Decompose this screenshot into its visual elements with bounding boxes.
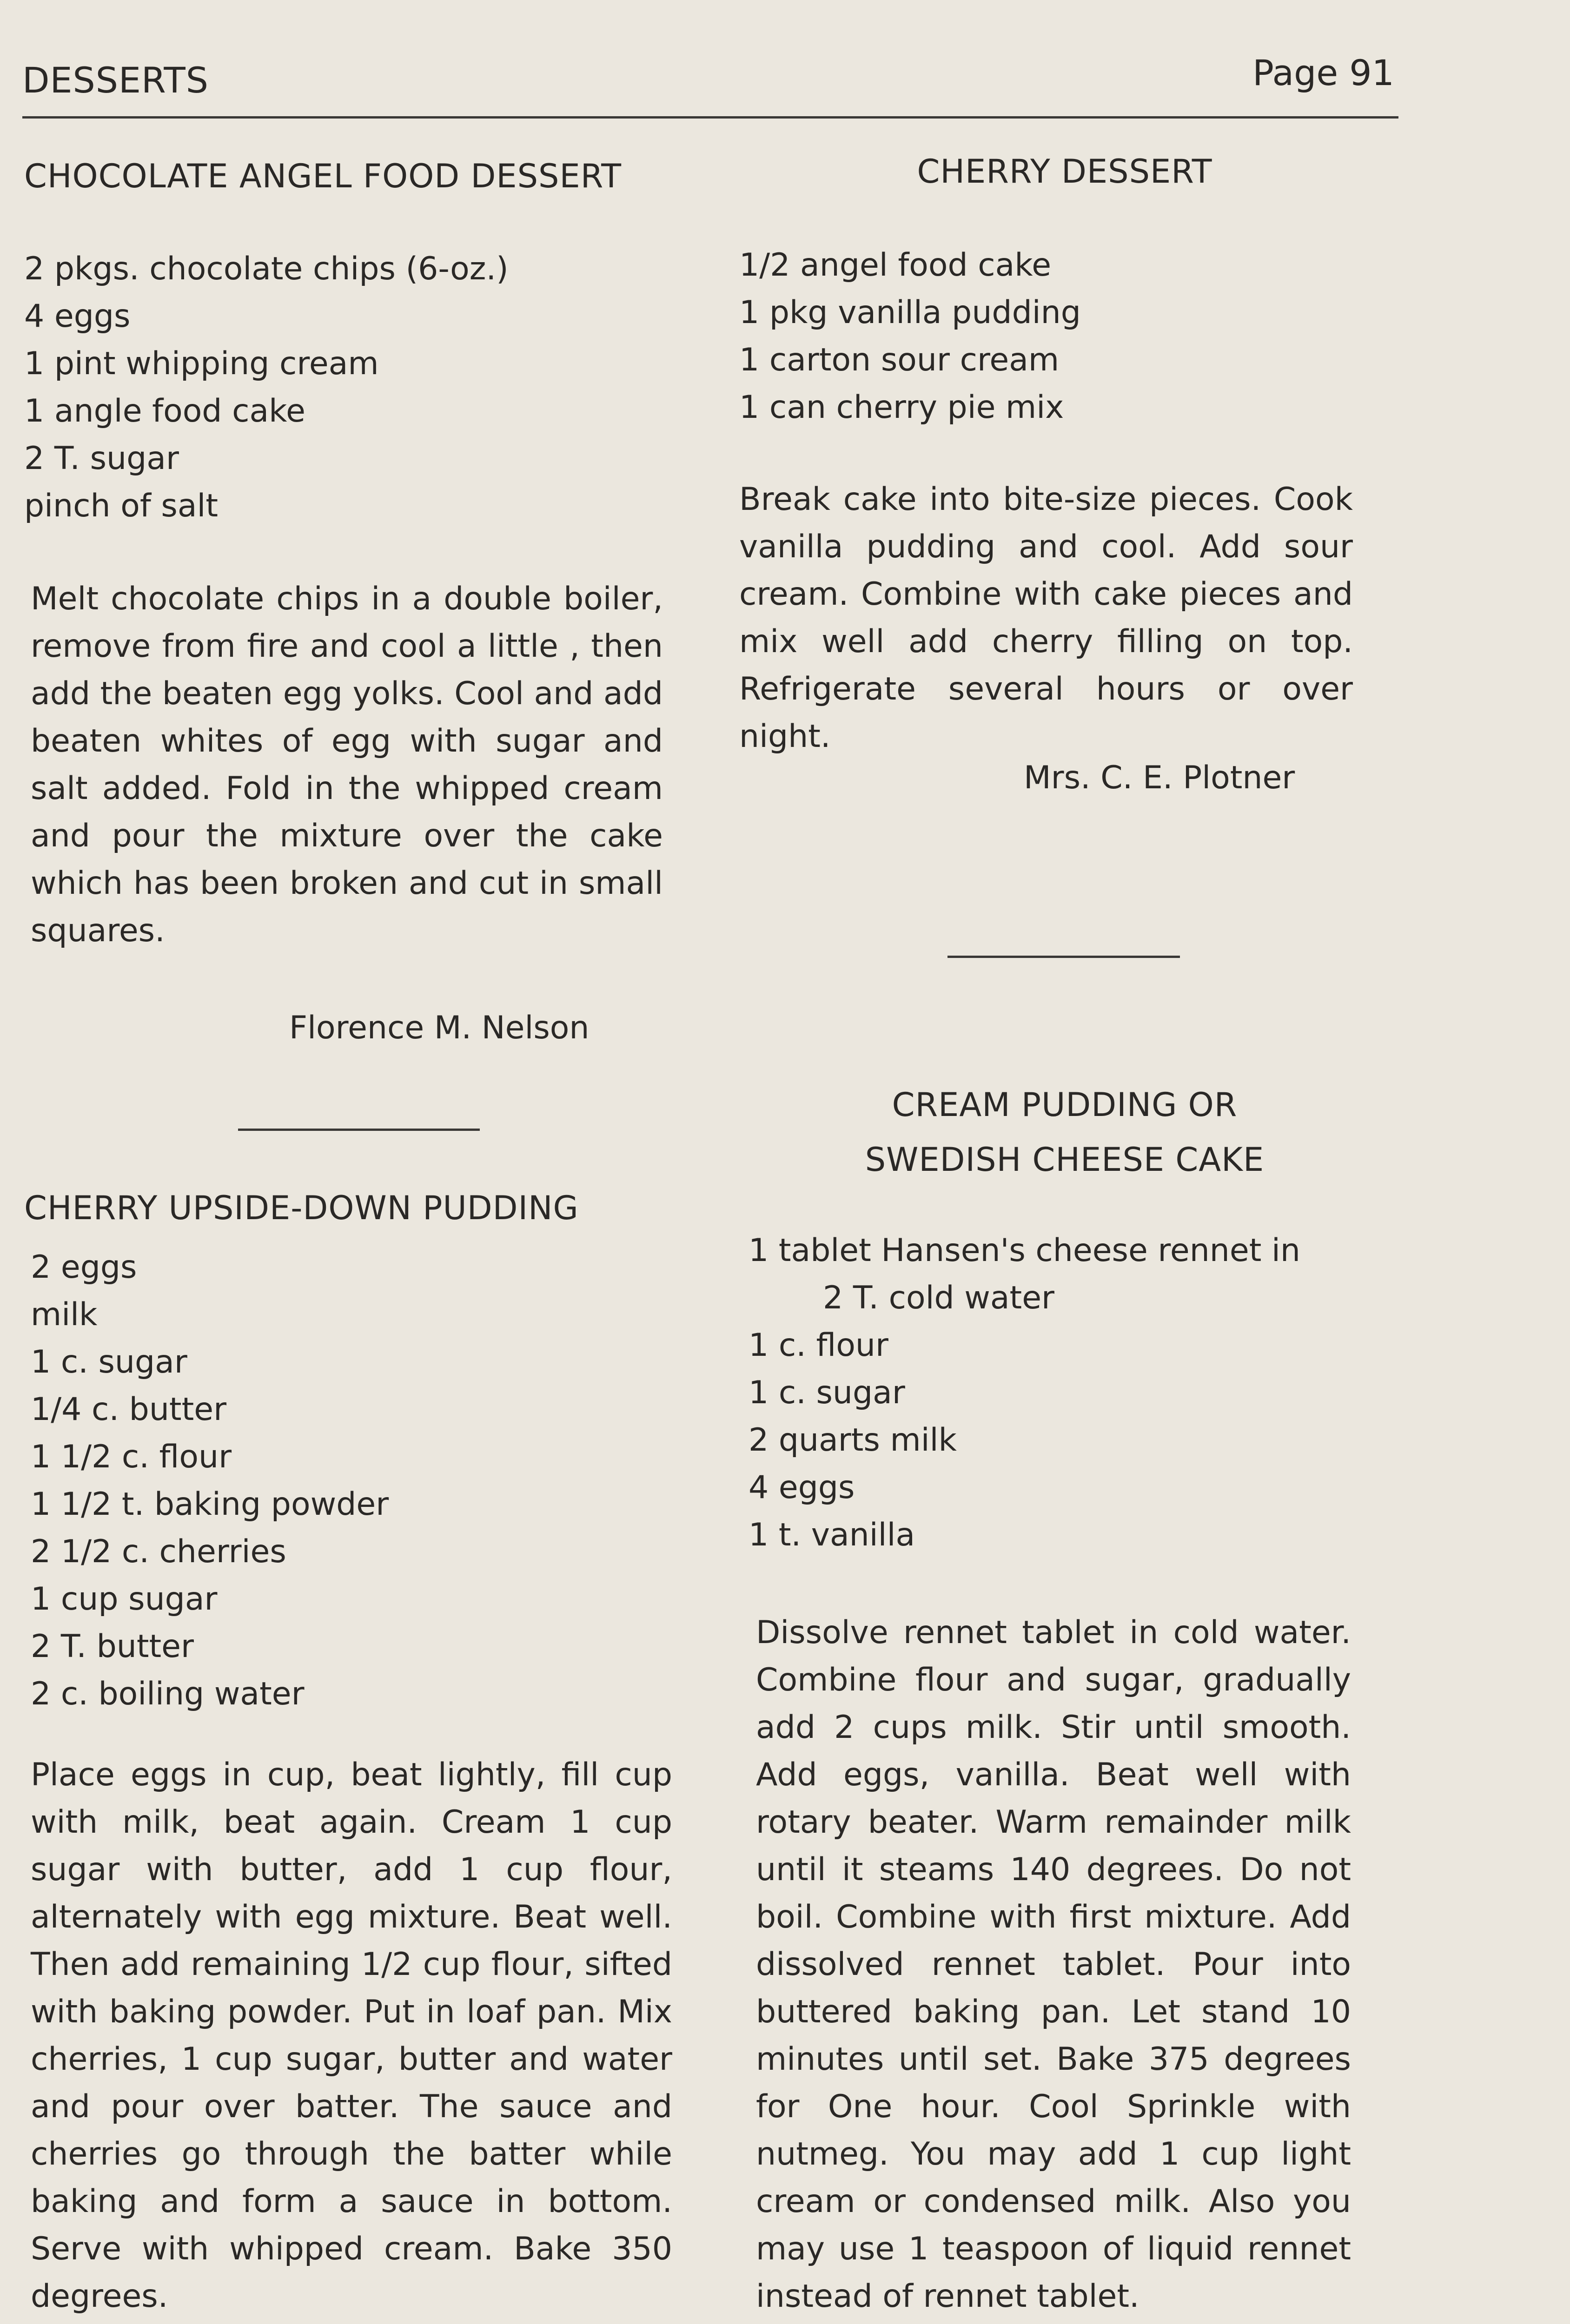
ingredient: 1 t. vanilla (749, 1517, 915, 1553)
recipe-author: Mrs. C. E. Plotner (1024, 759, 1295, 796)
recipe-title: CHOCOLATE ANGEL FOOD DESSERT (24, 157, 622, 195)
ingredient: 1 can cherry pie mix (739, 389, 1064, 426)
recipe-directions: Melt chocolate chips in a double boiler, remove from fire and cool a little , then add the beaten egg yolks. Cool and add beaten whites of egg with sugar and salt added. Fold in the whipped cream and pour the mixture over the cake which has been broken and cut in small squares. (31, 581, 663, 949)
ingredient: 2 c. boiling water (31, 1676, 305, 1712)
ingredient: milk (31, 1296, 98, 1333)
ingredient: 2 1/2 c. cherries (31, 1533, 286, 1570)
ingredient: pinch of salt (24, 488, 219, 524)
ingredient: 2 eggs (31, 1249, 137, 1286)
ingredient-list (739, 242, 1081, 431)
ingredient: 2 pkgs. chocolate chips (6-oz.) (24, 251, 509, 287)
ingredient-list (24, 245, 509, 530)
ingredient: 1 cup sugar (31, 1581, 218, 1618)
ingredient-list (749, 1227, 1300, 1559)
recipe-directions: Break cake into bite-size pieces. Cook vanilla pudding and cool. Add sour cream. Combine with cake pieces and mix well add cherry filling on top. Refrigerate several hours or over night. (739, 481, 1353, 755)
section-heading: DESSERTS (22, 59, 209, 101)
ingredient: 1 angle food cake (24, 393, 305, 429)
recipe-subtitle: SWEDISH CHEESE CAKE (865, 1141, 1265, 1179)
recipe-author: Florence M. Nelson (289, 1010, 590, 1046)
ingredient: 4 eggs (24, 298, 131, 335)
page-number: Page 91 (1252, 52, 1394, 93)
ingredient: 1/4 c. butter (31, 1391, 227, 1428)
ingredient: 1 c. flour (749, 1327, 888, 1364)
ingredient: 2 T. butter (31, 1628, 194, 1665)
ingredient: 1 pint whipping cream (24, 345, 379, 382)
ingredient: 2 T. sugar (24, 440, 179, 477)
header-divider (22, 116, 1398, 119)
ingredient: 1 carton sour cream (739, 342, 1060, 378)
ingredient: 1/2 angel food cake (739, 247, 1052, 284)
ingredient: 2 T. cold water (823, 1280, 1054, 1316)
recipe-directions: Dissolve rennet tablet in cold water. Combine flour and sugar, gradually add 2 cups milk. Stir until smooth. Add eggs, vanilla. Beat well with rotary beater. Warm remainder milk until it steams 140 degrees. Do not boil. Combine with first mixture. Add dissolved rennet tablet. Pour into buttered baking pan. Let stand 10 minutes until set. Bake 375 degrees for One hour. Cool Sprinkle with nutmeg. You may add 1 cup light cream or condensed milk. Also you may use 1 teaspoon of liquid rennet instead of rennet tablet. (756, 1614, 1351, 2315)
ingredient: 1 tablet Hansen's cheese rennet in (749, 1232, 1301, 1269)
recipe-title: CHERRY UPSIDE-DOWN PUDDING (24, 1189, 579, 1227)
recipe-directions: Place eggs in cup, beat lightly, fill cup with milk, beat again. Cream 1 cup sugar with butter, add 1 cup flour, alternately with egg mixture. Beat well. Then add remaining 1/2 cup flour, sifted with baking powder. Put in loaf pan. Mix cherries, 1 cup sugar, butter and water and pour over batter. The sauce and cherries go through the batter while baking and form a sauce in bottom. Serve with whipped cream. Bake 350 degrees. (31, 1756, 672, 2315)
ingredient: 4 eggs (749, 1469, 855, 1506)
ingredient: 1 c. sugar (749, 1374, 905, 1411)
ingredient: 1 c. sugar (31, 1344, 187, 1380)
recipe-divider (947, 956, 1180, 958)
recipe-title: CREAM PUDDING OR (892, 1086, 1238, 1124)
ingredient: 1 1/2 t. baking powder (31, 1486, 389, 1523)
recipe-title: CHERRY DESSERT (917, 152, 1212, 191)
recipe-divider (238, 1129, 480, 1131)
ingredient: 2 quarts milk (749, 1422, 957, 1459)
ingredient-list (31, 1244, 389, 1718)
ingredient: 1 pkg vanilla pudding (739, 294, 1081, 331)
ingredient: 1 1/2 c. flour (31, 1439, 232, 1475)
